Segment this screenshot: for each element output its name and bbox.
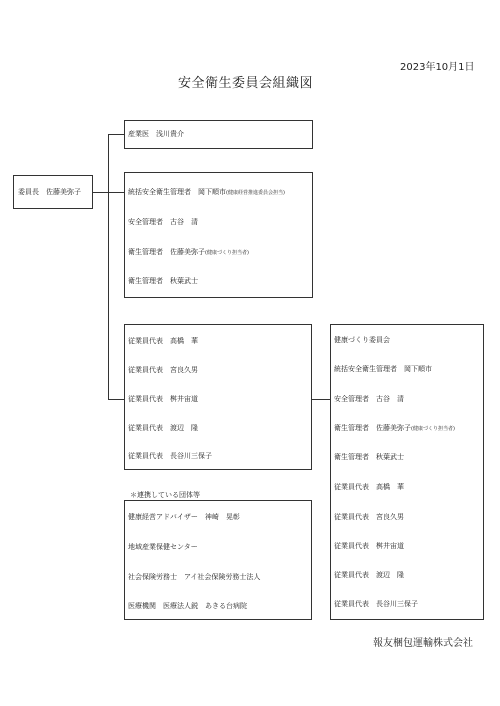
connector-to-health-committee [311,399,331,400]
health-committee-item [334,425,455,432]
page-title: 安全衛生委員会組織図 [178,76,314,91]
health-committee-item: 安全管理者 古谷 清 [334,395,404,403]
managers-item-1-main: 統括安全衛生管理者 岡下順市 [128,188,226,196]
employee-rep-item: 従業員代表 長谷川三保子 [128,452,212,460]
industrial-doctor-label: 産業医 浅川貴介 [128,130,184,138]
connector-trunk-vertical [108,134,109,400]
connector-chair-horizontal [92,192,109,193]
document-date: 2023年10月1日 [400,62,475,73]
chairman-label: 委員長 佐藤美弥子 [18,188,81,196]
partner-item: 社会保険労務士 アイ社会保険労務士法人 [128,573,261,581]
managers-item-2: 安全管理者 古谷 清 [128,218,198,226]
health-committee-item-main: 衛生管理者 佐藤美弥子 [334,424,411,432]
industrial-doctor-box [124,120,313,149]
health-committee-item: 従業員代表 宮良久男 [334,513,404,521]
partner-item: 地域産業保健センター [128,543,198,551]
employee-reps-box [124,324,312,470]
partners-box [124,500,312,620]
managers-item-3-main: 衛生管理者 佐藤美弥子 [128,248,205,256]
employee-rep-item: 従業員代表 渡辺 隆 [128,424,198,432]
health-committee-item: 従業員代表 長谷川三保子 [334,600,418,608]
managers-box [124,172,313,298]
employee-rep-item: 従業員代表 宮良久男 [128,366,198,374]
health-committee-item: 従業員代表 渡辺 隆 [334,571,404,579]
connector-to-managers [108,192,124,193]
health-committee-title: 健康づくり委員会 [334,336,390,344]
health-committee-item-note: (健康づくり担当者) [411,426,455,432]
managers-item-4: 衛生管理者 秋葉武士 [128,277,198,285]
health-committee-item: 従業員代表 桝井宙道 [334,542,404,550]
connector-to-reps [108,399,124,400]
health-committee-box [330,324,484,620]
health-committee-item: 統括安全衛生管理者 岡下順市 [334,365,432,373]
employee-rep-item: 従業員代表 高橋 華 [128,337,198,345]
health-committee-item: 衛生管理者 秋葉武士 [334,453,404,461]
managers-item-3-note: (健康づくり担当者) [205,250,249,256]
company-name: 報友梱包運輸株式会社 [373,638,473,649]
partner-item: 医療機関 医療法人鋭 あきる台病院 [128,602,247,610]
partners-heading: ＊連携している団体等 [130,491,200,499]
connector-to-doctor [108,134,124,135]
managers-item-1 [128,189,285,196]
health-committee-item: 従業員代表 高橋 華 [334,483,404,491]
managers-item-3 [128,249,249,256]
employee-rep-item: 従業員代表 桝井宙道 [128,395,198,403]
chairman-box [13,175,93,209]
partner-item: 健康経営アドバイザー 神崎 晃彰 [128,513,240,521]
managers-item-1-note: (健康経営推進委員会担当) [226,190,285,196]
